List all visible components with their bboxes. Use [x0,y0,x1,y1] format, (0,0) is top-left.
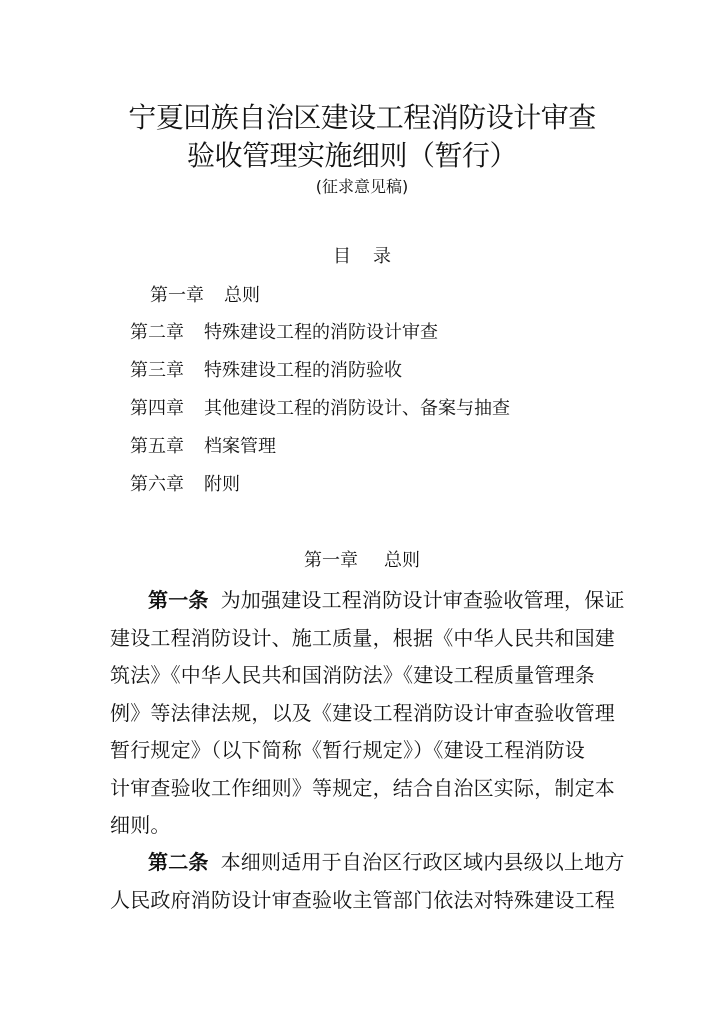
article-label: 第二条 [148,850,209,874]
document-title-line-2: 验收管理实施细则（暂行） [186,139,517,172]
article-line: 建设工程消防设计、施工质量，根据《中华人民共和国建 [110,626,615,650]
toc-item-title: 档案管理 [204,436,276,457]
toc-item [130,397,510,421]
toc-item [130,473,240,497]
article-line: 暂行规定》（以下简称《暂行规定》）《建设工程消防设 [110,738,585,762]
toc-item-chapter: 第六章 [130,474,184,495]
toc-item-chapter: 第一章 [150,285,204,306]
article-line: 计审查验收工作细则》等规定，结合自治区实际，制定本 [110,776,615,800]
article-line [148,586,625,614]
toc-heading-part1: 目 [333,246,351,267]
article-label: 第一条 [148,588,209,612]
toc-item-title: 附则 [204,474,240,495]
article-line: 例》等法律法规，以及《建设工程消防设计审查验收管理 [110,701,615,725]
chapter-heading [0,549,724,573]
article-line [148,848,625,876]
article-text: 为加强建设工程消防设计审查验收管理，保证 [220,588,625,612]
toc-heading [0,245,724,269]
article-line: 筑法》《中华人民共和国消防法》《建设工程质量管理条 [110,663,595,687]
toc-item-chapter: 第三章 [130,360,184,381]
toc-item-chapter: 第五章 [130,436,184,457]
document-title-line-1: 宁夏回族自治区建设工程消防设计审查 [128,101,596,134]
chapter-heading-number: 第一章 [304,550,358,571]
toc-item-chapter: 第四章 [130,398,184,419]
toc-item [130,359,402,383]
document-subtitle: (征求意见稿) [315,177,409,196]
toc-item [150,284,260,308]
toc-item-title: 特殊建设工程的消防验收 [204,360,402,381]
toc-item-title: 其他建设工程的消防设计、备案与抽查 [204,398,510,419]
article-line: 人民政府消防设计审查验收主管部门依法对特殊建设工程 [110,888,615,912]
article-line: 细则。 [110,813,171,837]
toc-heading-part2: 录 [373,246,391,267]
article-text: 本细则适用于自治区行政区域内县级以上地方 [220,850,625,874]
chapter-heading-title: 总则 [384,550,420,571]
toc-item [130,435,276,459]
toc-item-title: 总则 [224,285,260,306]
toc-item-title: 特殊建设工程的消防设计审查 [204,322,438,343]
toc-item-chapter: 第二章 [130,322,184,343]
toc-item [130,321,438,345]
